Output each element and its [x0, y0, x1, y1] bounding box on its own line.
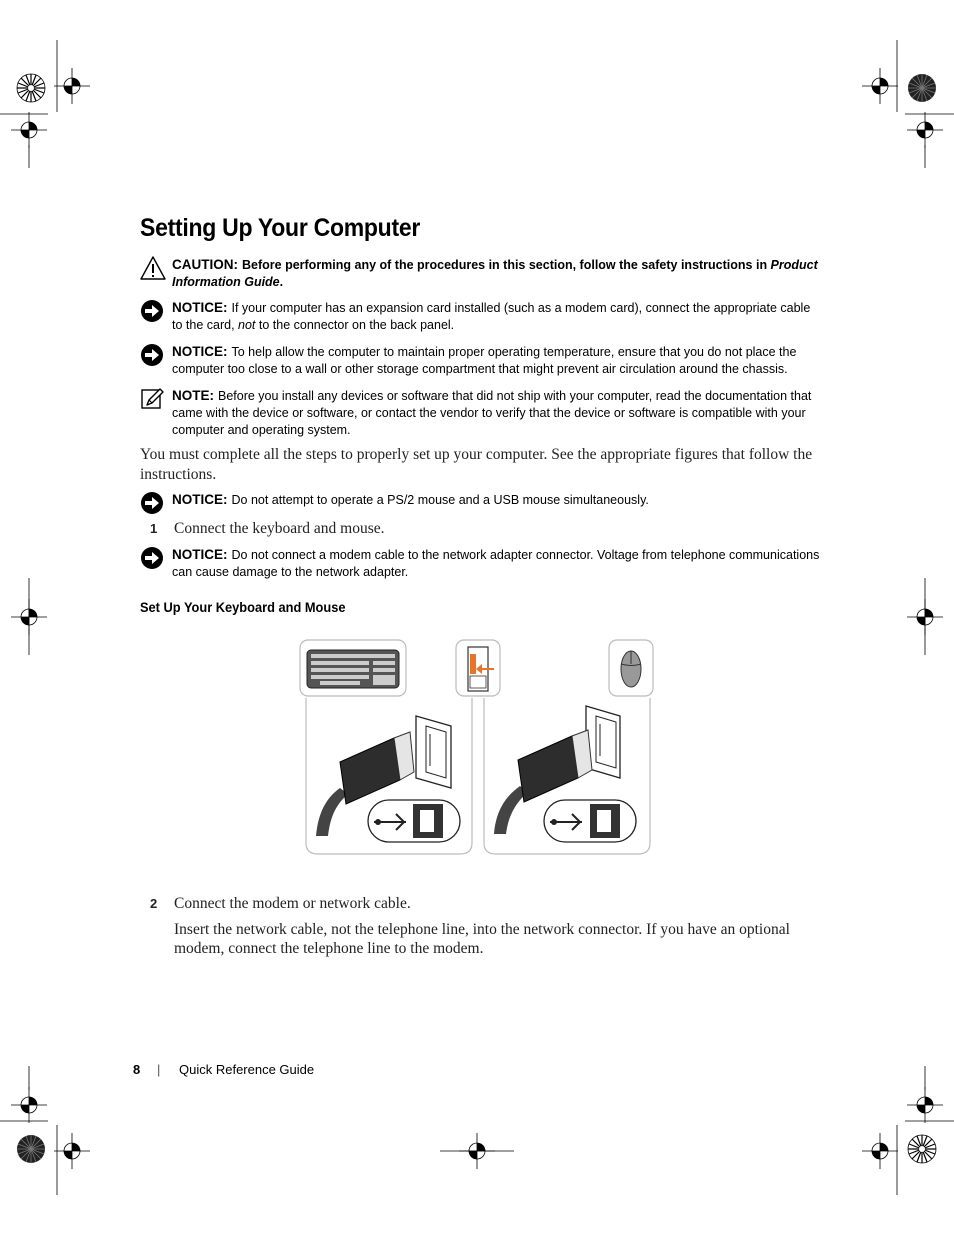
notice-block-expansion-card: [140, 299, 820, 334]
usb-port-left: [416, 716, 451, 788]
step-number: 2: [150, 896, 158, 911]
caution-triangle-icon: [140, 256, 166, 280]
step-detail: Insert the network cable, not the telephone line, into the network connector. If you have an optional modem, connect the telephone line to the modem.: [174, 920, 790, 957]
notice-label: NOTICE:: [172, 344, 228, 359]
note-label: NOTE:: [172, 388, 214, 403]
caution-text-end: .: [279, 275, 284, 289]
notice-text: Do not attempt to operate a PS/2 mouse and a USB mouse simultaneously.: [231, 493, 649, 507]
page-number: 8: [133, 1062, 141, 1077]
caution-block: [140, 256, 820, 291]
notice-arrow-icon: [140, 299, 166, 323]
footer-guide-title: Quick Reference Guide: [179, 1062, 315, 1077]
notice-block-modem-cable: [140, 546, 820, 581]
notice-block-ps2-mouse: [140, 491, 820, 509]
page-title: Setting Up Your Computer: [140, 214, 421, 242]
notice-label: NOTICE:: [172, 547, 228, 562]
notice-text-end: to the connector on the back panel.: [255, 318, 455, 332]
caution-guide-title: Product Information Guide: [172, 258, 818, 289]
notice-text: If your computer has an expansion card installed (such as a modem card), connect the appropriate cable to the card,: [172, 301, 811, 332]
step-number: 1: [150, 521, 158, 536]
notice-arrow-icon: [140, 343, 166, 367]
intro-paragraph: You must complete all the steps to properly set up your computer. See the appropriate figures that follow the instructions.: [140, 446, 813, 483]
notice-text: To help allow the computer to maintain proper operating temperature, ensure that you do not place the computer too close to a wall or other storage compartment that might prevent air circulation around the chassis.: [172, 345, 797, 376]
step-text: Connect the keyboard and mouse.: [174, 520, 385, 537]
notice-arrow-icon: [140, 546, 166, 570]
caution-text: Before performing any of the procedures in this section, follow the safety instructions in: [242, 258, 771, 272]
section-subheading: Set Up Your Keyboard and Mouse: [140, 600, 346, 615]
mouse-icon: [609, 640, 653, 696]
note-block: [140, 387, 820, 439]
note-pencil-icon: [140, 387, 166, 411]
computer-back-panel-icon: [456, 640, 500, 696]
step-2: [150, 894, 820, 959]
notice-block-temperature: [140, 343, 820, 378]
keyboard-mouse-usb-illustration: [298, 638, 658, 860]
notice-arrow-icon: [140, 491, 166, 515]
usb-callout-left: [368, 800, 460, 842]
notice-label: NOTICE:: [172, 300, 228, 315]
step-text: Connect the modem or network cable.: [174, 895, 411, 912]
notice-text: Do not connect a modem cable to the network adapter connector. Voltage from telephone communications can cause damage to the network adapter.: [172, 548, 820, 579]
notice-emphasis: not: [238, 318, 256, 332]
footer-separator: |: [157, 1062, 161, 1077]
step-1: [150, 519, 820, 539]
caution-label: CAUTION:: [172, 257, 238, 272]
usb-callout-right: [544, 800, 636, 842]
note-text: Before you install any devices or software that did not ship with your computer, read the documentation that came with the device or software, or contact the vendor to verify that the device or software is compatible with your computer and operating system.: [172, 389, 812, 437]
keyboard-icon: [300, 640, 406, 696]
notice-label: NOTICE:: [172, 492, 228, 507]
